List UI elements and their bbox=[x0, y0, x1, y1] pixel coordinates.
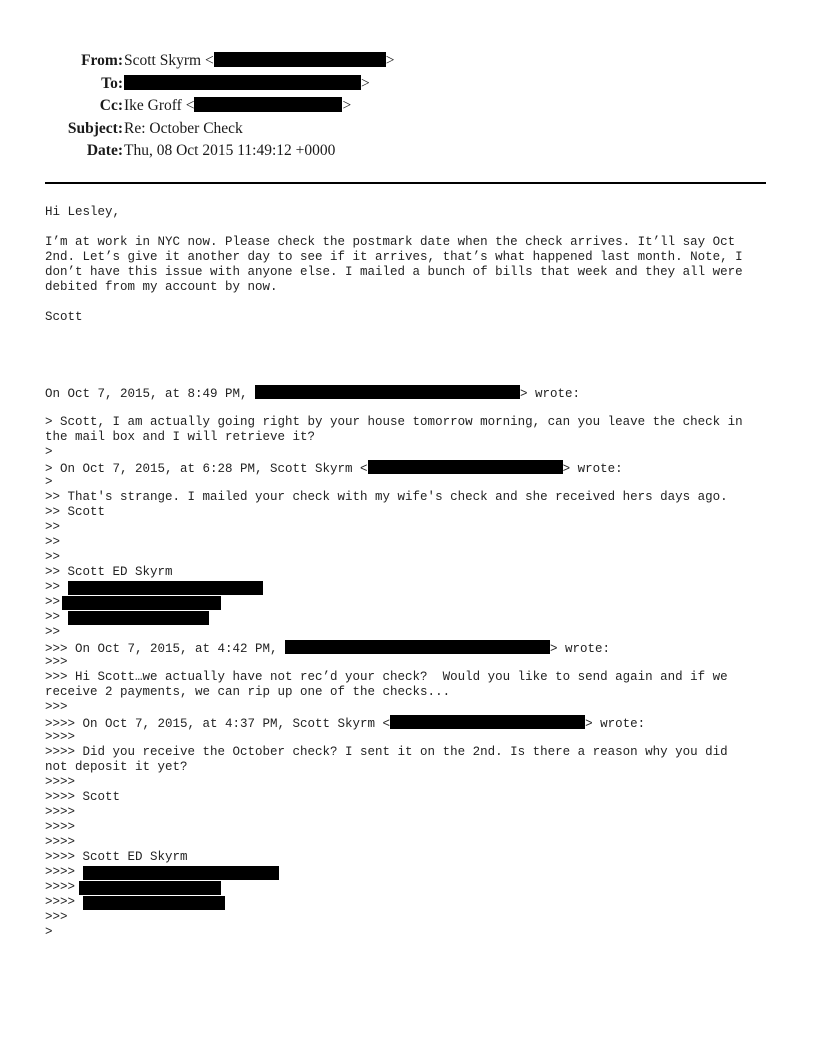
redaction-bar bbox=[83, 866, 279, 880]
quote-line: > On Oct 7, 2015, at 6:28 PM, Scott Skyrm < bbox=[45, 462, 368, 476]
quote-line: >> bbox=[45, 550, 61, 564]
header-divider bbox=[45, 182, 766, 184]
date-label: Date: bbox=[86, 142, 123, 160]
quote-line: the mail box and I will retrieve it? bbox=[45, 430, 316, 444]
quote-line: >> That's strange. I mailed your check with my wife's check and she received hers days ago. bbox=[45, 490, 728, 504]
quote-line: >> Scott ED Skyrm bbox=[45, 565, 173, 579]
quote-line: >>>> bbox=[45, 820, 76, 834]
quote-line: >> bbox=[45, 535, 61, 549]
quote-line: >>>> bbox=[45, 730, 76, 744]
redaction-bar bbox=[390, 715, 585, 729]
paragraph-line: 2nd. Let’s give it another day to see if it arrives, that’s what happened last month. Note, I bbox=[45, 250, 743, 264]
quote-line: >>> bbox=[45, 655, 68, 669]
to-label: To: bbox=[101, 74, 123, 92]
quoted-thread bbox=[45, 385, 743, 940]
redaction-bar bbox=[79, 881, 221, 895]
quote-line: >> bbox=[45, 610, 68, 624]
from-name: Scott Skyrm < bbox=[124, 52, 214, 69]
paragraph-line: don’t have this issue with anyone else. I mailed a bunch of bills that week and they all were bbox=[45, 265, 743, 279]
quote-line: not deposit it yet? bbox=[45, 760, 188, 774]
quote-line: >> bbox=[45, 520, 61, 534]
quote-line: >>>> Scott ED Skyrm bbox=[45, 850, 188, 864]
quote-line: > wrote: bbox=[562, 462, 623, 476]
quote-line: >>>> bbox=[45, 880, 76, 894]
quote-line: >> Scott bbox=[45, 505, 106, 519]
quote-line: receive 2 payments, we can rip up one of the checks... bbox=[45, 685, 451, 699]
signature: Scott bbox=[45, 310, 83, 324]
subject-label: Subject: bbox=[67, 119, 123, 137]
quote-line: >>>> bbox=[45, 805, 76, 819]
quote-line: >>>> bbox=[45, 865, 83, 879]
quote-line: > wrote: bbox=[520, 387, 581, 401]
quote-line: >>> bbox=[45, 700, 68, 714]
quote-line: > bbox=[45, 925, 53, 939]
quote-line: >>>> bbox=[45, 775, 76, 789]
from-close: > bbox=[385, 52, 395, 69]
redaction-bar bbox=[368, 460, 563, 474]
quote-line: >>>> On Oct 7, 2015, at 4:37 PM, Scott Skyrm < bbox=[45, 717, 391, 731]
cc-row bbox=[0, 97, 816, 120]
quote-line: >>>> Did you receive the October check? I sent it on the 2nd. Is there a reason why you did bbox=[45, 745, 728, 759]
quote-line: >> bbox=[45, 625, 61, 639]
quote-line: >>> On Oct 7, 2015, at 4:42 PM, bbox=[45, 642, 286, 656]
redaction-bar bbox=[68, 611, 209, 625]
to-close: > bbox=[361, 74, 370, 92]
redaction-bar bbox=[124, 75, 361, 90]
quote-line: >>>> bbox=[45, 895, 83, 909]
cc-close: > bbox=[342, 97, 352, 115]
redaction-bar bbox=[285, 640, 550, 654]
subject-row bbox=[0, 120, 816, 143]
redaction-bar bbox=[214, 52, 386, 67]
quote-line: > bbox=[45, 475, 53, 489]
redaction-bar bbox=[255, 385, 520, 399]
quote-line: > wrote: bbox=[550, 642, 611, 656]
greeting: Hi Lesley, bbox=[45, 205, 121, 219]
cc-name: Ike Groff < bbox=[124, 97, 195, 115]
subject-value: Re: October Check bbox=[124, 119, 243, 137]
to-row bbox=[0, 75, 816, 98]
from-row bbox=[0, 52, 816, 75]
email-header bbox=[0, 52, 816, 165]
quote-line: >>> bbox=[45, 910, 68, 924]
redaction-bar bbox=[62, 596, 221, 610]
message-paragraph bbox=[45, 235, 743, 295]
date-value: Thu, 08 Oct 2015 11:49:12 +0000 bbox=[124, 142, 336, 160]
date-row bbox=[0, 142, 816, 165]
from-label: From: bbox=[81, 52, 123, 69]
quote-line: >>>> bbox=[45, 835, 76, 849]
quote-line: On Oct 7, 2015, at 8:49 PM, bbox=[45, 387, 256, 401]
redaction-bar bbox=[194, 97, 342, 112]
paragraph-line: I’m at work in NYC now. Please check the postmark date when the check arrives. It’ll say Oct bbox=[45, 235, 736, 249]
quote-line: >> bbox=[45, 580, 68, 594]
quote-line: >> bbox=[45, 595, 61, 609]
redaction-bar bbox=[68, 581, 263, 595]
quote-line: > Scott, I am actually going right by your house tomorrow morning, can you leave the check in bbox=[45, 415, 743, 429]
paragraph-line: debited from my account by now. bbox=[45, 280, 278, 294]
redaction-bar bbox=[83, 896, 225, 910]
quote-line: > bbox=[45, 445, 53, 459]
quote-line: > wrote: bbox=[585, 717, 646, 731]
quote-line: >>> Hi Scott…we actually have not rec’d your check? Would you like to send again and if we bbox=[45, 670, 728, 684]
quote-line: >>>> Scott bbox=[45, 790, 121, 804]
cc-label: Cc: bbox=[99, 97, 123, 115]
